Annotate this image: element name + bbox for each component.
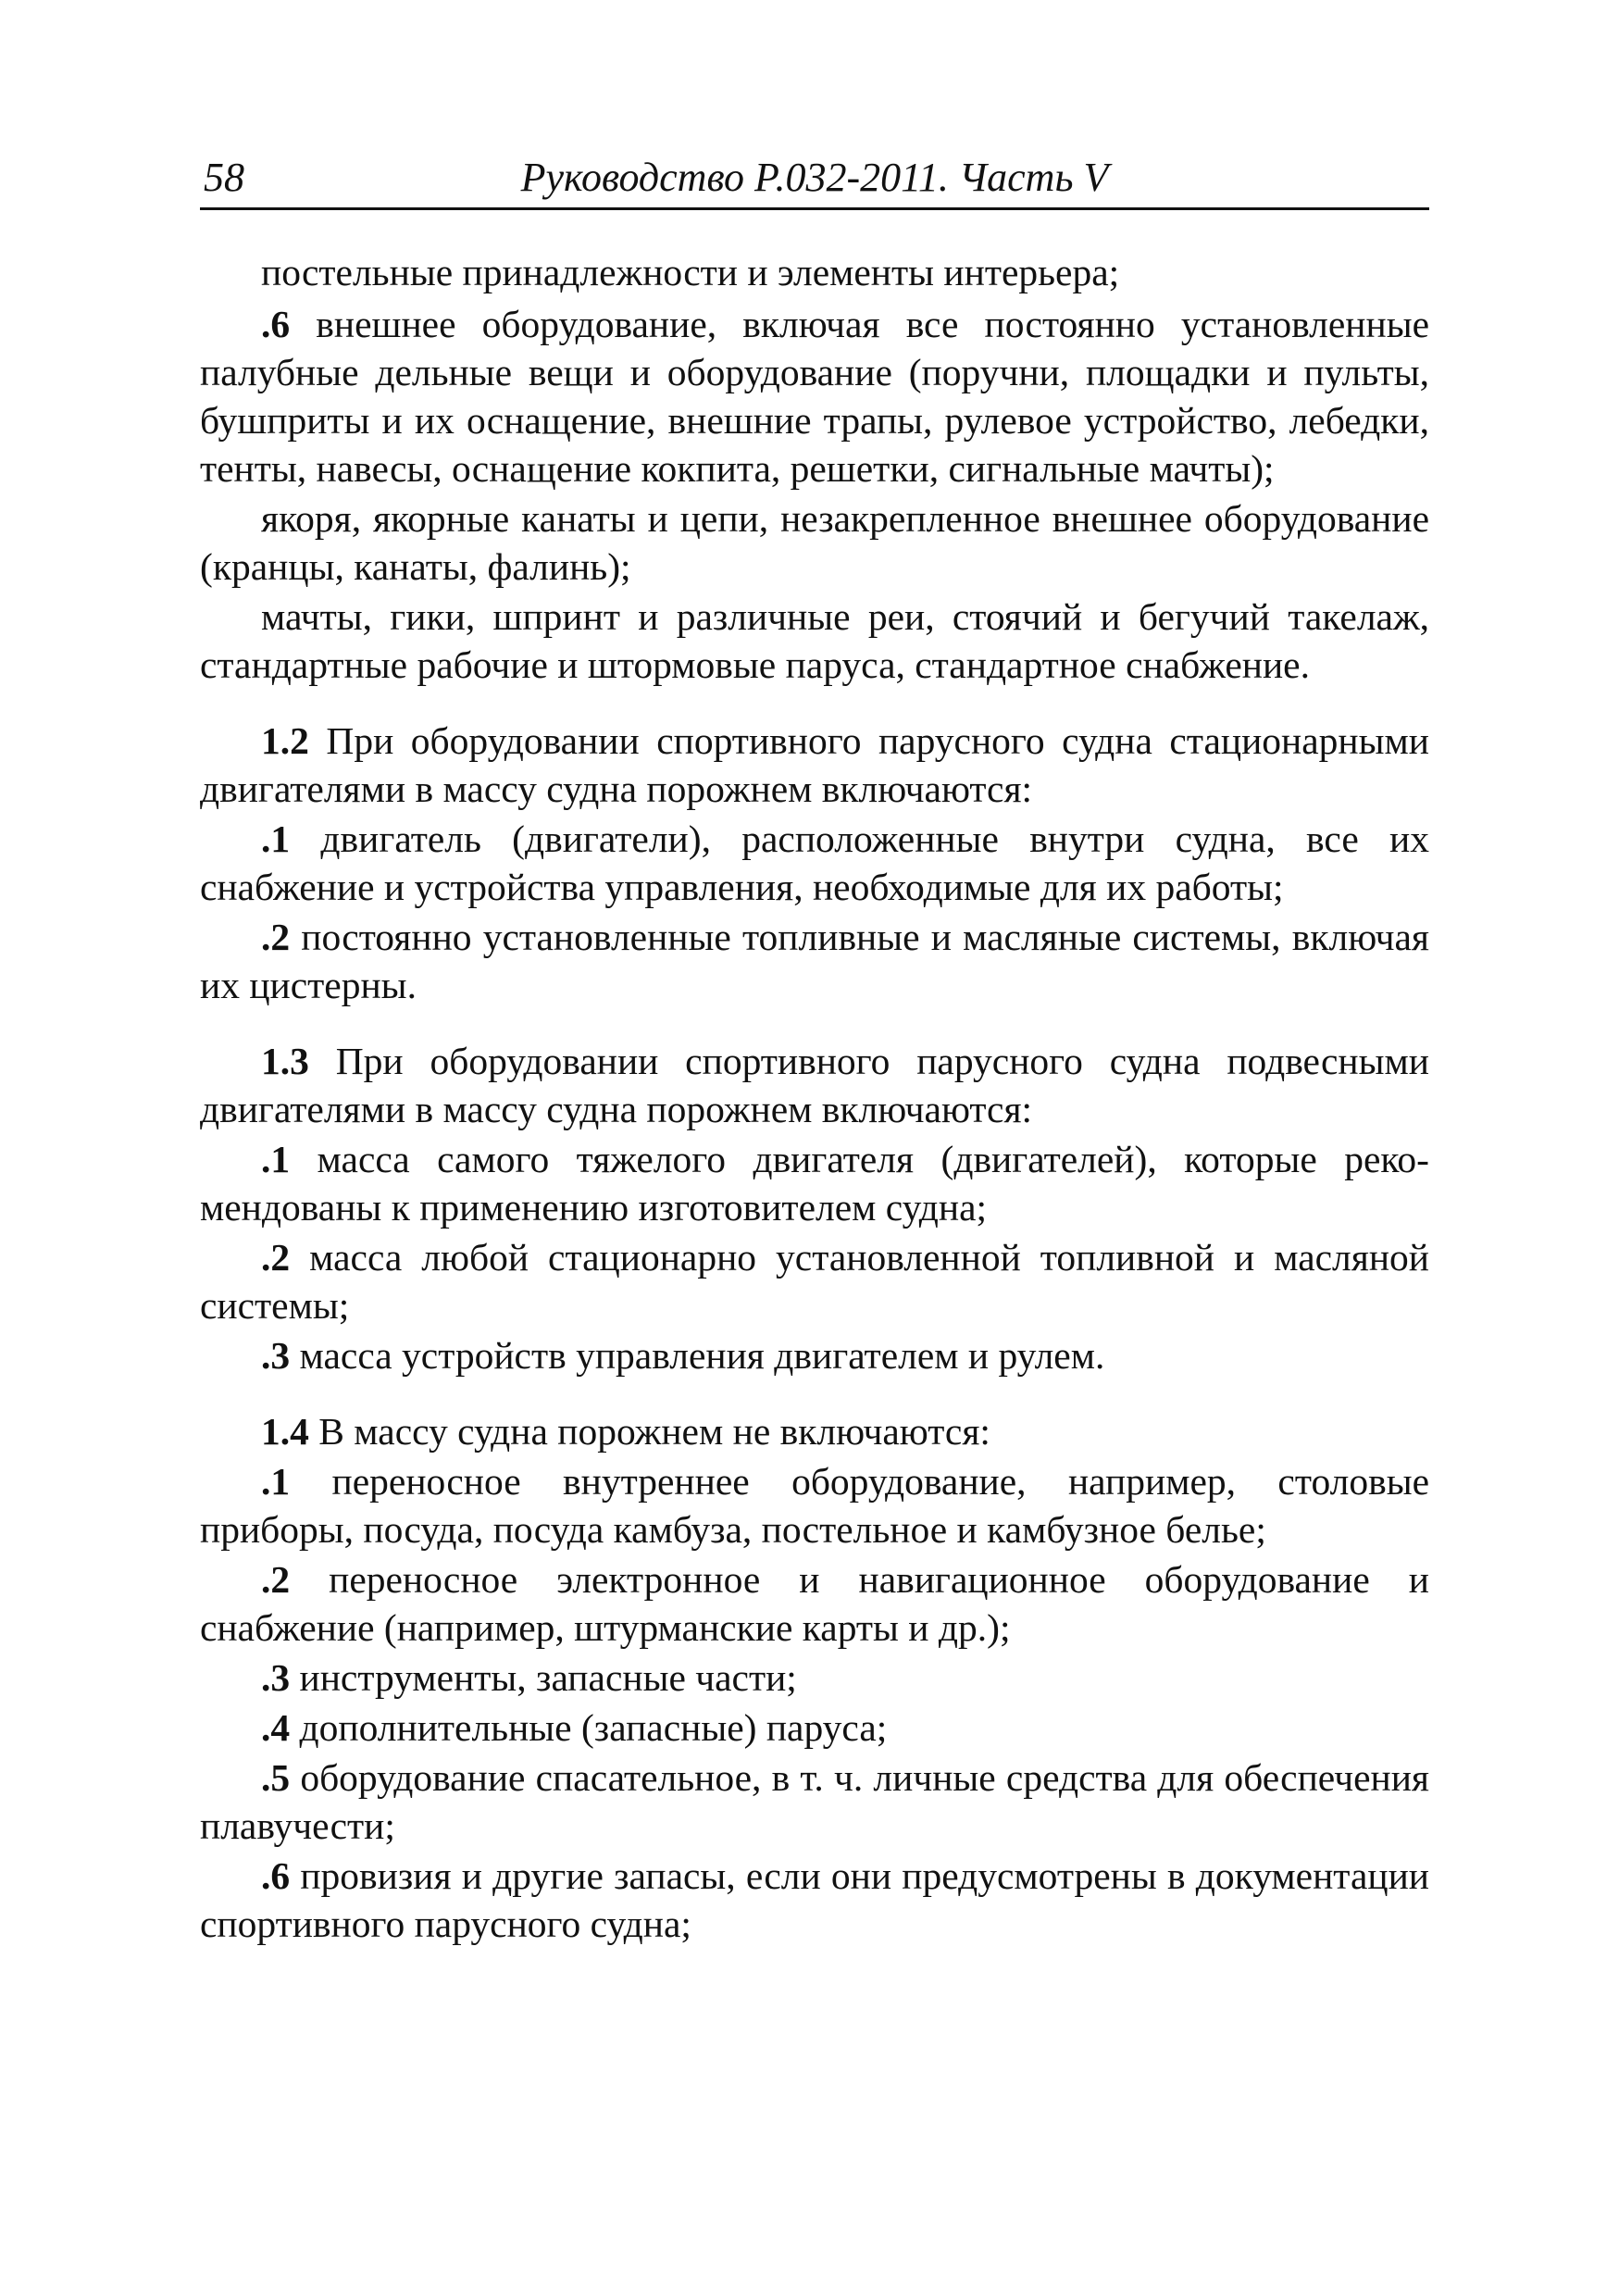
section-number: 1.3	[261, 1040, 309, 1082]
paragraph-text: якоря, якорные канаты и цепи, незакрепленное внешнее оборудование (кранцы, канаты, фалинь);	[200, 497, 1429, 588]
item-number: .3	[261, 1334, 291, 1377]
paragraph	[200, 248, 1429, 296]
list-item	[200, 1852, 1429, 1948]
list-item	[200, 1233, 1429, 1329]
section-paragraph	[200, 1037, 1429, 1133]
item-text: переносное электронное и навигационное оборудование и снабжение (например, штурманские карты и др.);	[200, 1558, 1429, 1649]
section-text: В массу судна порожнем не включаются:	[308, 1410, 990, 1453]
item-text: переносное внутреннее оборудование, например, столовые приборы, посуда, посуда камбуза, постельное и камбузное белье;	[200, 1460, 1429, 1551]
list-item	[200, 1753, 1429, 1850]
item-text: провизия и другие запасы, если они предусмотрены в документации спортивного парусного судна;	[200, 1854, 1429, 1945]
item-text: двигатель (двигатели), расположенные внутри судна, все их снабжение и устройства управления, необходимые для их работы;	[200, 817, 1429, 908]
item-number: .2	[261, 916, 291, 958]
item-text: оборудование спасательное, в т. ч. личные средства для обеспечения плавучести;	[200, 1756, 1429, 1847]
item-number: .1	[261, 817, 291, 860]
list-item	[200, 300, 1429, 493]
list-item	[200, 1555, 1429, 1652]
list-item	[200, 815, 1429, 911]
item-number: .3	[261, 1656, 291, 1699]
section-number: 1.4	[261, 1410, 309, 1453]
item-text: масса самого тяжелого двигателя (двигателей), которые рекомендованы к применению изготовителем судна;	[200, 1138, 1429, 1229]
item-number: .1	[261, 1460, 291, 1503]
list-item	[200, 1703, 1429, 1752]
item-text: дополнительные (запасные) паруса;	[290, 1706, 888, 1749]
item-number: .6	[261, 1854, 291, 1897]
item-number: .1	[261, 1138, 291, 1180]
section-text: При оборудовании спортивного парусного судна стационарными двигателями в массу судна порожнем включаются:	[200, 719, 1429, 810]
item-text: внешнее оборудование, включая все постоянно установленные палубные дельные вещи и оборудование (поручни, площадки и пульты, бушприты и их оснащение, внешние трапы, рулевое устройство, лебедки, тенты, навесы, оснащение кокпита, решетки, сигнальные мачты);	[200, 303, 1429, 490]
paragraph	[200, 494, 1429, 591]
list-item	[200, 1135, 1429, 1231]
list-item	[200, 1653, 1429, 1702]
item-text: масса устройств управления двигателем и рулем.	[290, 1334, 1105, 1377]
document-body	[200, 248, 1429, 1950]
page-number: 58	[204, 155, 244, 200]
list-item	[200, 1457, 1429, 1554]
section-paragraph	[200, 717, 1429, 813]
item-text: постоянно установленные топливные и масляные системы, включая их цистерны.	[200, 916, 1429, 1006]
paragraph	[200, 593, 1429, 689]
section-paragraph	[200, 1407, 1429, 1455]
item-number: .2	[261, 1558, 291, 1601]
section-text: При оборудовании спортивного парусного судна подвесными двигателями в массу судна порожнем включаются:	[200, 1040, 1429, 1130]
item-number: .4	[261, 1706, 291, 1749]
list-item	[200, 1331, 1429, 1379]
page-header	[200, 152, 1429, 210]
item-number: .6	[261, 303, 291, 345]
section-number: 1.2	[261, 719, 309, 762]
item-number: .5	[261, 1756, 291, 1799]
list-item	[200, 913, 1429, 1009]
item-text: масса любой стационарно установленной топливной и масляной системы;	[200, 1236, 1429, 1327]
running-title: Руководство Р.032-2011. Часть V	[520, 155, 1109, 200]
paragraph-text: мачты, гики, шпринт и различные реи, стоячий и бегучий такелаж, стандартные рабочие и штормовые паруса, стандартное снабжение.	[200, 595, 1429, 686]
item-number: .2	[261, 1236, 291, 1279]
item-text: инструменты, запасные части;	[290, 1656, 797, 1699]
paragraph-text: постельные принадлежности и элементы интерьера;	[261, 251, 1120, 293]
